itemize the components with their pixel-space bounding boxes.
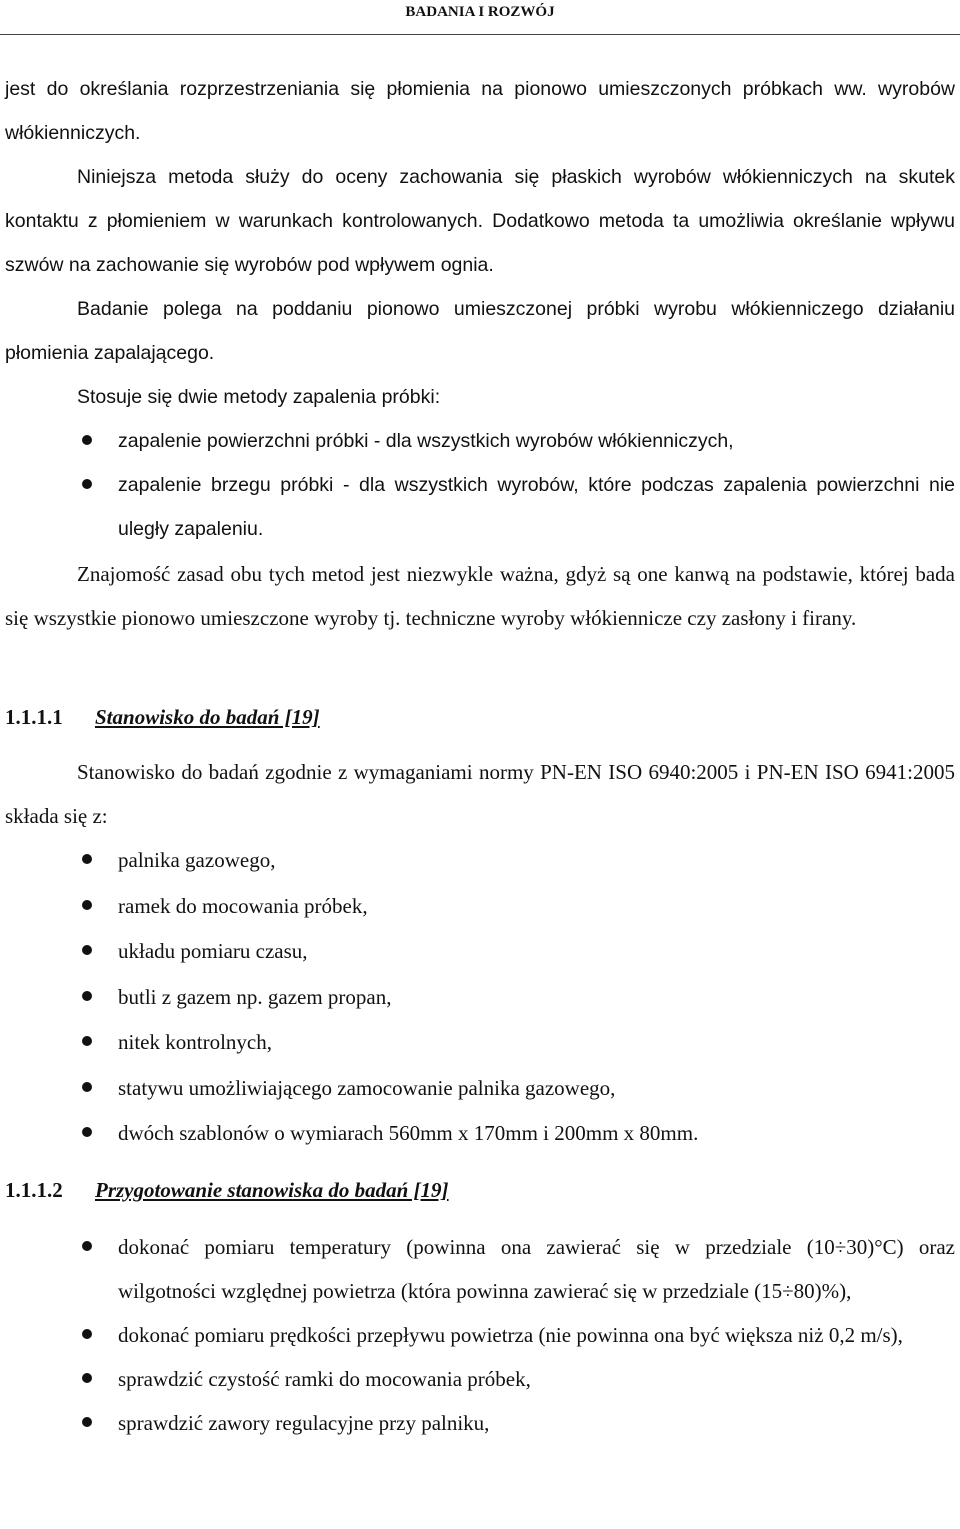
list-item: ramek do mocowania próbek, <box>0 884 960 930</box>
list-item: statywu umożliwiającego zamocowanie palnika gazowego, <box>0 1066 960 1112</box>
paragraph-test-description: Badanie polega na poddaniu pionowo umieszczonej próbki wyrobu włókienniczego działaniu płomienia zapalającego. <box>5 298 955 364</box>
paragraph-method-purpose: Niniejsza metoda służy do oceny zachowania się płaskich wyrobów włókienniczych na skutek kontaktu z płomieniem w warunkach kontrolowanych. Dodatkowo metoda ta umożliwia określanie wpływu szwów na zachowanie się wyrobów pod wpływem ognia. <box>5 166 955 276</box>
list-item: nitek kontrolnych, <box>0 1020 960 1066</box>
list-item: układu pomiaru czasu, <box>0 929 960 975</box>
section-number: 1.1.1.2 <box>5 1178 63 1202</box>
list-item: butli z gazem np. gazem propan, <box>0 975 960 1021</box>
section-title: Przygotowanie stanowiska do badań [19] <box>95 1178 449 1202</box>
ignition-methods-list <box>0 419 960 551</box>
paragraph-stanowisko-intro: Stanowisko do badań zgodnie z wymaganiami normy PN-EN ISO 6940:2005 i PN-EN ISO 6941:2005 składa się z: <box>5 760 955 828</box>
page-header: BADANIA I ROZWÓJ <box>0 0 960 35</box>
list-item: dokonać pomiaru temperatury (powinna ona zawierać się w przedziale (10÷30)°C) oraz wilgotności względnej powietrza (która powinna zawierać się w przedziale (15÷80)%), <box>0 1225 960 1313</box>
paragraph-ignition-methods: Stosuje się dwie metody zapalenia próbki: <box>77 386 441 408</box>
list-item: sprawdzić zawory regulacyjne przy palniku, <box>0 1401 960 1445</box>
paragraph-importance: Znajomość zasad obu tych metod jest niezwykle ważna, gdyż są one kanwą na podstawie, której bada się wszystkie pionowo umieszczone wyroby tj. techniczne wyroby włókiennicze czy zasłony i firany. <box>5 562 955 630</box>
list-item: zapalenie brzegu próbki - dla wszystkich wyrobów, które podczas zapalenia powierzchni nie uległy zapaleniu. <box>0 463 960 551</box>
list-item: palnika gazowego, <box>0 838 960 884</box>
section-number: 1.1.1.1 <box>5 705 63 729</box>
section-heading-stanowisko <box>5 697 955 737</box>
list-item: dwóch szablonów o wymiarach 560mm x 170mm i 200mm x 80mm. <box>0 1111 960 1157</box>
preparation-list <box>0 1225 960 1445</box>
list-item: dokonać pomiaru prędkości przepływu powietrza (nie powinna ona być większa niż 0,2 m/s), <box>0 1313 960 1357</box>
section-title: Stanowisko do badań [19] <box>95 705 320 729</box>
paragraph-intro: jest do określania rozprzestrzeniania się płomienia na pionowo umieszczonych próbkach ww. wyrobów włókienniczych. <box>5 78 955 144</box>
list-item: zapalenie powierzchni próbki - dla wszystkich wyrobów włókienniczych, <box>0 419 960 463</box>
equipment-list <box>0 838 960 1157</box>
list-item: sprawdzić czystość ramki do mocowania próbek, <box>0 1357 960 1401</box>
section-heading-przygotowanie <box>5 1170 955 1210</box>
